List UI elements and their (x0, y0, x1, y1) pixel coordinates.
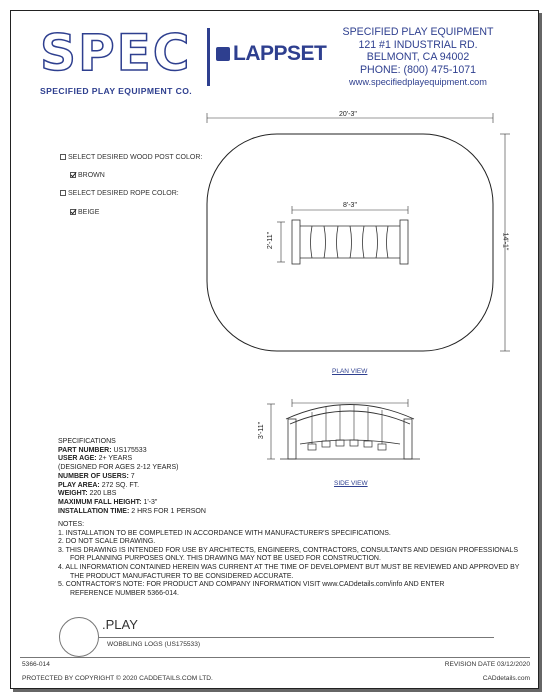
company-address-2: BELMONT, CA 94002 (366, 51, 470, 63)
footer-divider (20, 657, 530, 658)
lappset-logo-text: LAPPSET (233, 42, 327, 65)
spec-install: INSTALLATION TIME: 2 HRS FOR 1 PERSON (58, 507, 206, 515)
note-5-cont: REFERENCE NUMBER 5366-014. (70, 589, 179, 597)
note-3: 3. THIS DRAWING IS INTENDED FOR USE BY ARCHITECTS, ENGINEERS, CONTRACTORS, CONSULTANTS AND DESIGN PROFESSIONALS (58, 546, 518, 554)
item-depth-dim: 2'-11" (267, 231, 275, 250)
spec-part: PART NUMBER: US175533 (58, 446, 147, 454)
specifications (58, 438, 206, 516)
notes (58, 521, 528, 598)
spec-age: USER AGE: 2+ YEARS (58, 455, 133, 463)
company-website[interactable]: www.specifiedplayequipment.com (349, 77, 487, 87)
spec-area: PLAY AREA: 272 SQ. FT. (58, 481, 140, 489)
note-3-cont: FOR PLANNING PURPOSES ONLY. THIS DRAWING MAY NOT BE USED FOR CONSTRUCTION. (70, 555, 381, 563)
spec-logo-text: SPEC (40, 24, 192, 82)
side-view-label: SIDE VIEW (334, 480, 368, 487)
spec-fall: MAXIMUM FALL HEIGHT: 1'-3" (58, 498, 158, 506)
revision-date: REVISION DATE 03/12/2020 (444, 661, 530, 668)
rope-beige-label: BEIGE (78, 209, 100, 216)
cad-site-link[interactable]: CADdetails.com (482, 675, 530, 682)
wood-color-label: SELECT DESIRED WOOD POST COLOR: (68, 154, 203, 161)
copyright-notice: PROTECTED BY COPYRIGHT © 2020 CADDETAILS.COM LTD. (22, 675, 213, 682)
note-2: 2. DO NOT SCALE DRAWING. (58, 538, 156, 546)
company-name: SPECIFIED PLAY EQUIPMENT (342, 26, 494, 38)
side-height-dim: 3'-11" (258, 421, 266, 440)
brand-title: .PLAY (102, 617, 138, 632)
rope-color-label: SELECT DESIRED ROPE COLOR: (68, 190, 179, 197)
wood-brown-label: BROWN (78, 172, 105, 179)
item-width-dim: 8'-3" (343, 202, 357, 209)
company-address-1: 121 #1 INDUSTRIAL RD. (358, 38, 478, 51)
notes-heading: NOTES: (58, 521, 85, 528)
note-5: 5. CONTRACTOR'S NOTE: FOR PRODUCT AND COMPANY INFORMATION VISIT www.CADdetails.com/info AND ENTER (58, 581, 445, 589)
plan-width-dim: 20'-3" (339, 111, 357, 118)
company-phone: PHONE: (800) 475-1071 (359, 63, 476, 76)
spec-users: NUMBER OF USERS: 7 (58, 472, 135, 480)
spec-logo-subtitle: SPECIFIED PLAY EQUIPMENT CO. (40, 86, 193, 96)
plan-height-dim: 14'-1" (501, 232, 509, 251)
plan-view-label: PLAN VIEW (332, 368, 368, 375)
title-circle (59, 617, 99, 657)
title-divider (99, 637, 494, 638)
note-4-cont: THE PRODUCT MANUFACTURER TO BE CONSIDERED ACCURATE. (70, 572, 294, 580)
spec-weight: WEIGHT: 220 LBS (58, 490, 117, 498)
specs-heading: SPECIFICATIONS (58, 438, 116, 445)
note-1: 1. INSTALLATION TO BE COMPLETED IN ACCORDANCE WITH MANUFACTURER'S SPECIFICATIONS. (58, 529, 391, 537)
reference-number: 5366-014 (22, 661, 50, 668)
spec-age-note: (DESIGNED FOR AGES 2-12 YEARS) (58, 464, 179, 472)
product-name: WOBBLING LOGS (US175533) (107, 641, 201, 648)
note-4: 4. ALL INFORMATION CONTAINED HEREIN WAS CURRENT AT THE TIME OF DEVELOPMENT BUT MUST BE REVIEWED AND APPROVED BY (58, 563, 520, 571)
